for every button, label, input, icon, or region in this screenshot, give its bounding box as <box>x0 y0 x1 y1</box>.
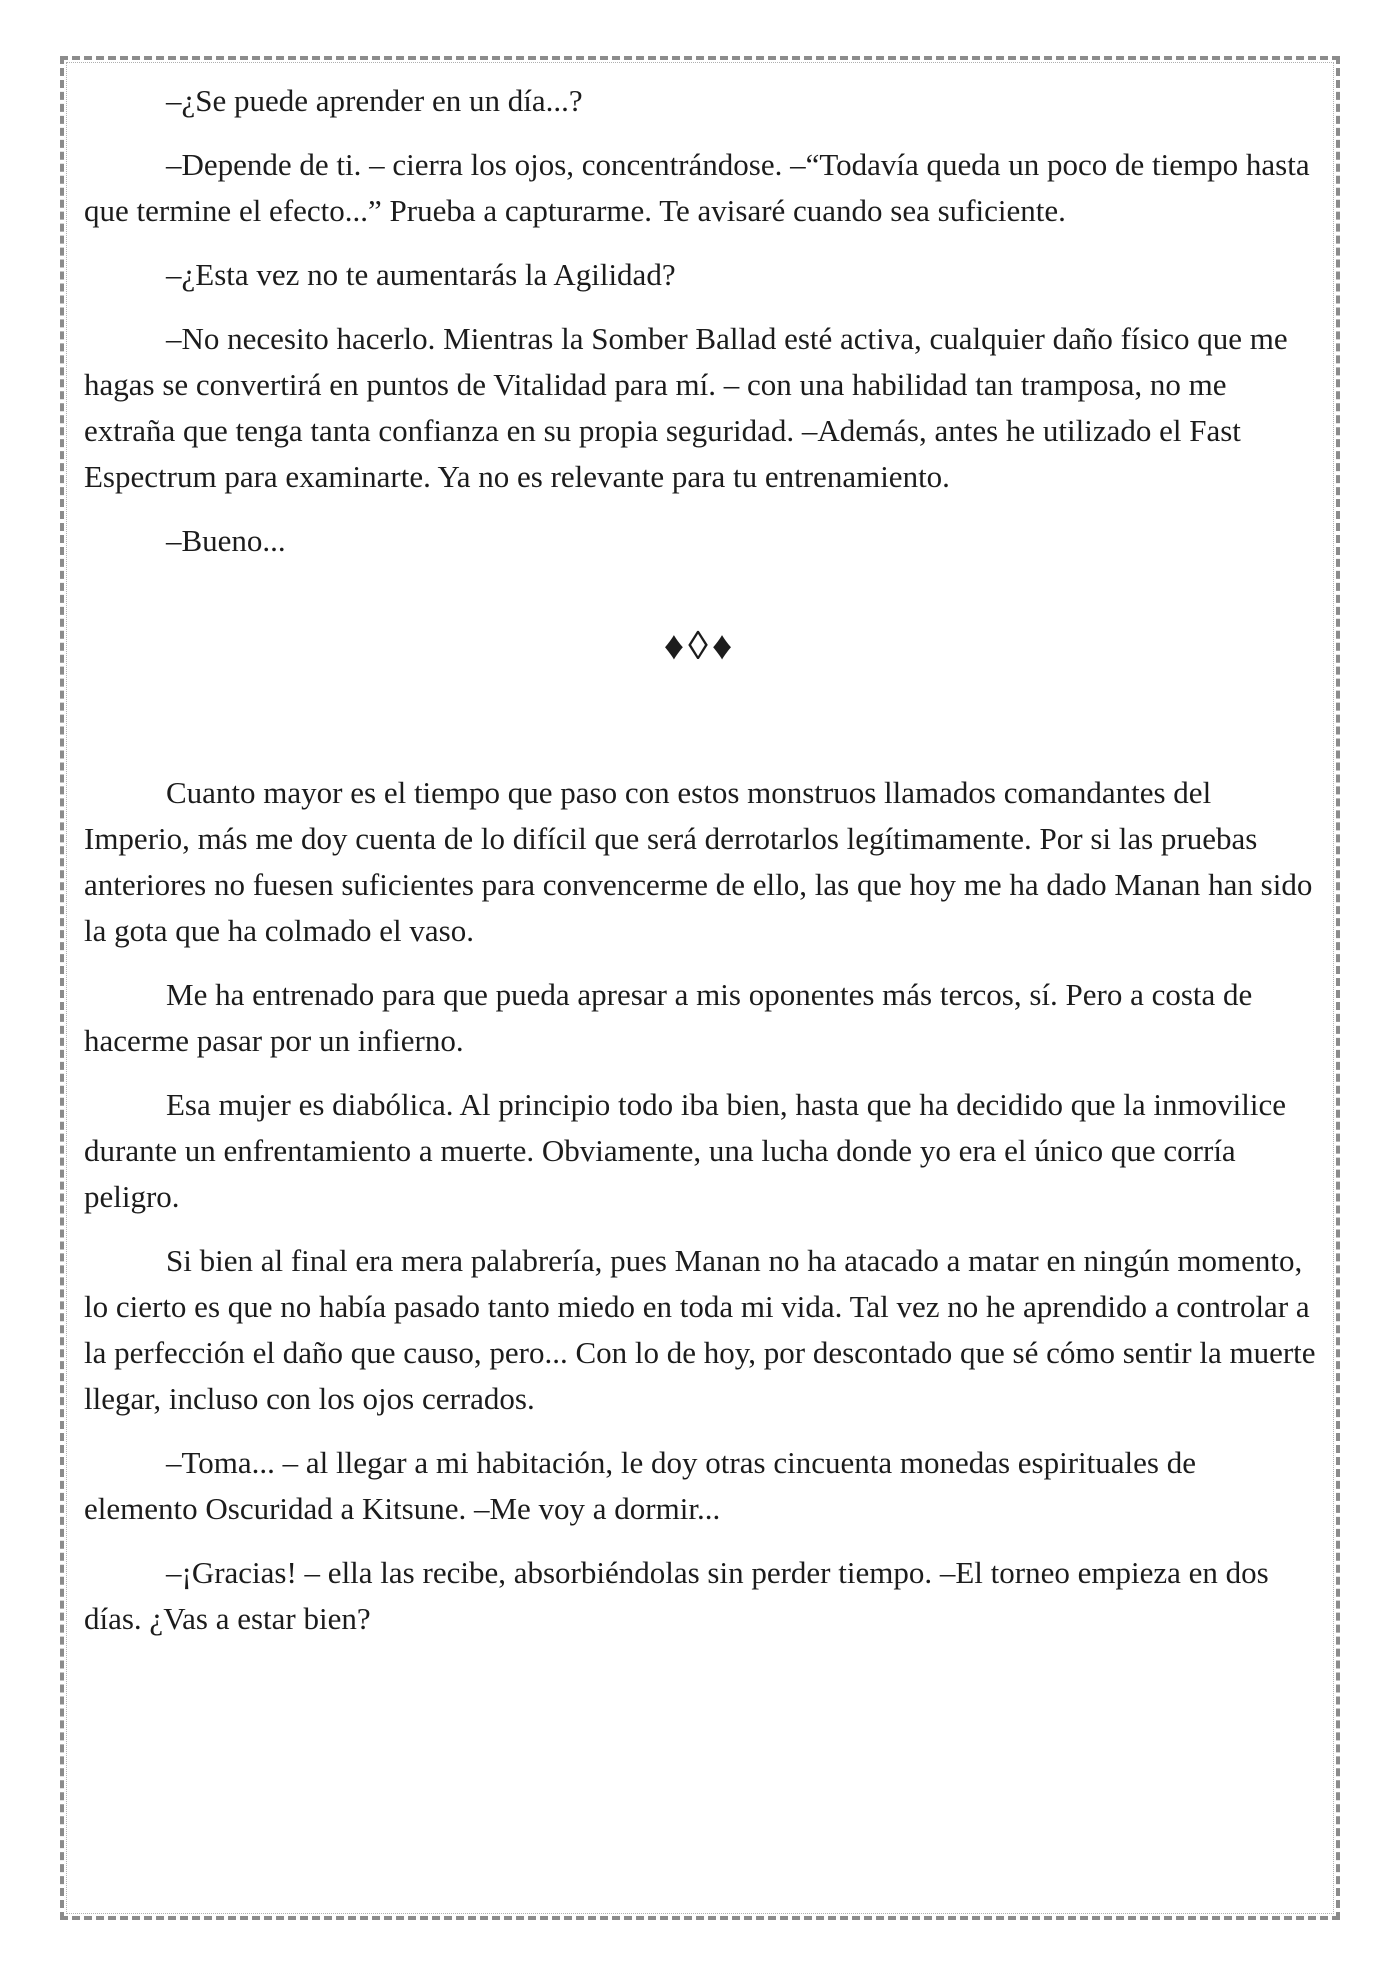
paragraph: –Toma... – al llegar a mi habitación, le doy otras cincuenta monedas espirituales de elemento Oscuridad a Kitsune. –Me voy a dormir... <box>84 1445 1196 1526</box>
paragraph: –¿Se puede aprender en un día...? <box>166 83 583 118</box>
paragraph: Cuanto mayor es el tiempo que paso con estos monstruos llamados comandantes del Imperio, más me doy cuenta de lo difícil que será derrotarlos legítimamente. Por si las pruebas anteriores no fuesen suficientes para convencerme de ello, las que hoy me ha dado Manan han sido la gota que ha colmado el vaso. <box>84 775 1313 948</box>
paragraph: –¡Gracias! – ella las recibe, absorbiéndolas sin perder tiempo. –El torneo empieza en dos días. ¿Vas a estar bien? <box>84 1555 1269 1636</box>
section-separator: ♦◊♦ <box>663 623 737 668</box>
paragraph: Si bien al final era mera palabrería, pues Manan no ha atacado a matar en ningún momento, lo cierto es que no había pasado tanto miedo en toda mi vida. Tal vez no he aprendido a controlar a la perfección el daño que causo, pero... Con lo de hoy, por descontado que sé cómo sentir la muerte llegar, incluso con los ojos cerrados. <box>84 1243 1316 1416</box>
paragraph: –Bueno... <box>166 523 286 558</box>
page-content <box>84 78 1316 1660</box>
paragraph: Esa mujer es diabólica. Al principio todo iba bien, hasta que ha decidido que la inmovilice durante un enfrentamiento a muerte. Obviamente, una lucha donde yo era el único que corría peligro. <box>84 1087 1286 1214</box>
paragraph: Me ha entrenado para que pueda apresar a mis oponentes más tercos, sí. Pero a costa de hacerme pasar por un infierno. <box>84 977 1253 1058</box>
paragraph: –¿Esta vez no te aumentarás la Agilidad? <box>166 257 676 292</box>
paragraph: –Depende de ti. – cierra los ojos, concentrándose. –“Todavía queda un poco de tiempo hasta que termine el efecto...” Prueba a capturarme. Te avisaré cuando sea suficiente. <box>84 147 1310 228</box>
paragraph: –No necesito hacerlo. Mientras la Somber Ballad esté activa, cualquier daño físico que me hagas se convertirá en puntos de Vitalidad para mí. – con una habilidad tan tramposa, no me extraña que tenga tanta confianza en su propia seguridad. –Además, antes he utilizado el Fast Espectrum para examinarte. Ya no es relevante para tu entrenamiento. <box>84 321 1288 494</box>
